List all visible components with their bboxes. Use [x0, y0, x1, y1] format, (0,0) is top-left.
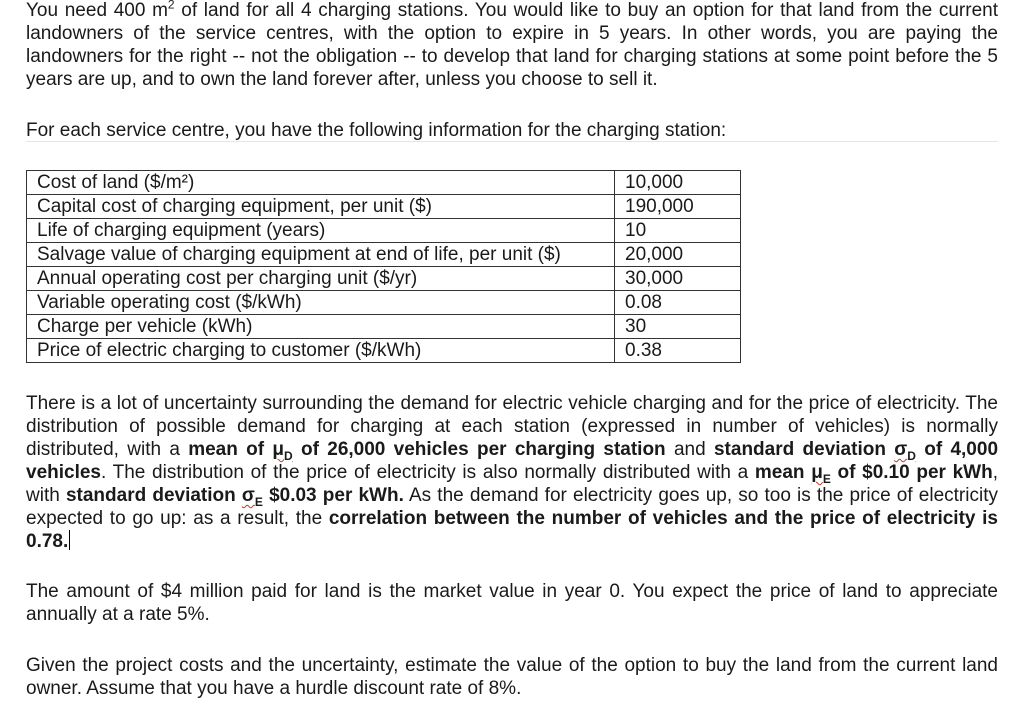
p3-bold: of 4,000 vehicles — [26, 439, 999, 483]
table-cell-label: Life of charging equipment (years) — [27, 219, 615, 243]
charging-station-info-table — [26, 170, 741, 363]
table-row — [27, 339, 741, 363]
table-cell-value: 20,000 — [615, 243, 741, 267]
p3-bold: mean of — [188, 439, 273, 460]
mu-e-symbol: $\mu_E$ — [811, 462, 831, 486]
paragraph-question: Given the project costs and the uncertainty, estimate the value of the option to buy the land from the current land owner. Assume that you have a hurdle discount rate of 8%. — [26, 655, 998, 699]
para1-text-a: You need 400 m — [26, 0, 168, 21]
table-row — [27, 267, 741, 291]
paragraph-uncertainty — [26, 392, 998, 553]
paragraph-land-option — [26, 0, 998, 91]
text-cursor — [69, 530, 70, 550]
p3-text: , with — [26, 462, 998, 506]
table-cell-value: 10,000 — [615, 171, 741, 195]
paragraph-intro-table: For each service centre, you have the following information for the charging station: — [26, 120, 727, 141]
table-cell-label: Salvage value of charging equipment at end of life, per unit ($) — [27, 243, 615, 267]
p3-bold: of 26,000 vehicles per charging station — [292, 439, 666, 460]
p3-bold: standard deviation — [713, 439, 895, 460]
sigma-d-symbol: $\sigma_D$ — [894, 439, 916, 463]
para1-text-b: of land for all 4 charging stations. You would like to buy an option for that land from the current landowners of the service centres, with the option to expire in 5 years. In other words, you are paying the landowners for the right -- not the obligation -- to develop that land for charging stations at some point before the 5 years are up, and to own the land forever after, unless you choose to sell it. — [26, 0, 998, 90]
p3-bold: correlation between the number of vehicles and the price of electricity is 0.78. — [26, 508, 998, 552]
table-row — [27, 195, 741, 219]
p3-bold: of $0.10 per kWh — [830, 462, 993, 483]
table-cell-value: 0.08 — [615, 291, 741, 315]
table-cell-label: Capital cost of charging equipment, per unit ($) — [27, 195, 615, 219]
table-cell-value: 30,000 — [615, 267, 741, 291]
table-cell-value: 190,000 — [615, 195, 741, 219]
table-cell-value: 10 — [615, 219, 741, 243]
p3-text: and — [665, 439, 714, 460]
p3-bold: $0.03 per kWh. — [262, 485, 404, 506]
table-cell-label: Annual operating cost per charging unit ($/yr) — [27, 267, 615, 291]
table-cell-label: Price of electric charging to customer ($/kWh) — [27, 339, 615, 363]
p3-text: . The distribution of the price of electricity is also normally distributed with a — [101, 462, 755, 483]
mu-d-symbol: $\mu_D$ — [272, 439, 293, 463]
p3-text: There is a lot of uncertainty surrounding the demand for electric vehicle charging and for the price of electricity. The distribution of possible demand for charging at each station (expressed in number of vehicles) is normally distributed, with a — [26, 393, 998, 460]
table-row — [27, 315, 741, 339]
table-row — [27, 171, 741, 195]
table-row — [27, 219, 741, 243]
table-cell-value: 0.38 — [615, 339, 741, 363]
superscript-2: 2 — [167, 0, 175, 12]
table-cell-label: Cost of land ($/m²) — [27, 171, 615, 195]
p3-bold: standard deviation — [65, 485, 242, 506]
table-row — [27, 243, 741, 267]
p3-bold: mean — [754, 462, 812, 483]
sigma-e-symbol: $\sigma_E$ — [241, 485, 263, 509]
table-cell-label: Charge per vehicle (kWh) — [27, 315, 615, 339]
divider-line — [26, 141, 998, 142]
table-row — [27, 291, 741, 315]
p3-text: As the demand for electricity goes up, so too is the price of electricity expected to go up: as a result, the — [26, 485, 998, 529]
table-cell-value: 30 — [615, 315, 741, 339]
paragraph-land-value: The amount of $4 million paid for land is the market value in year 0. You expect the price of land to appreciate annually at a rate 5%. — [26, 581, 998, 625]
table-cell-label: Variable operating cost ($/kWh) — [27, 291, 615, 315]
